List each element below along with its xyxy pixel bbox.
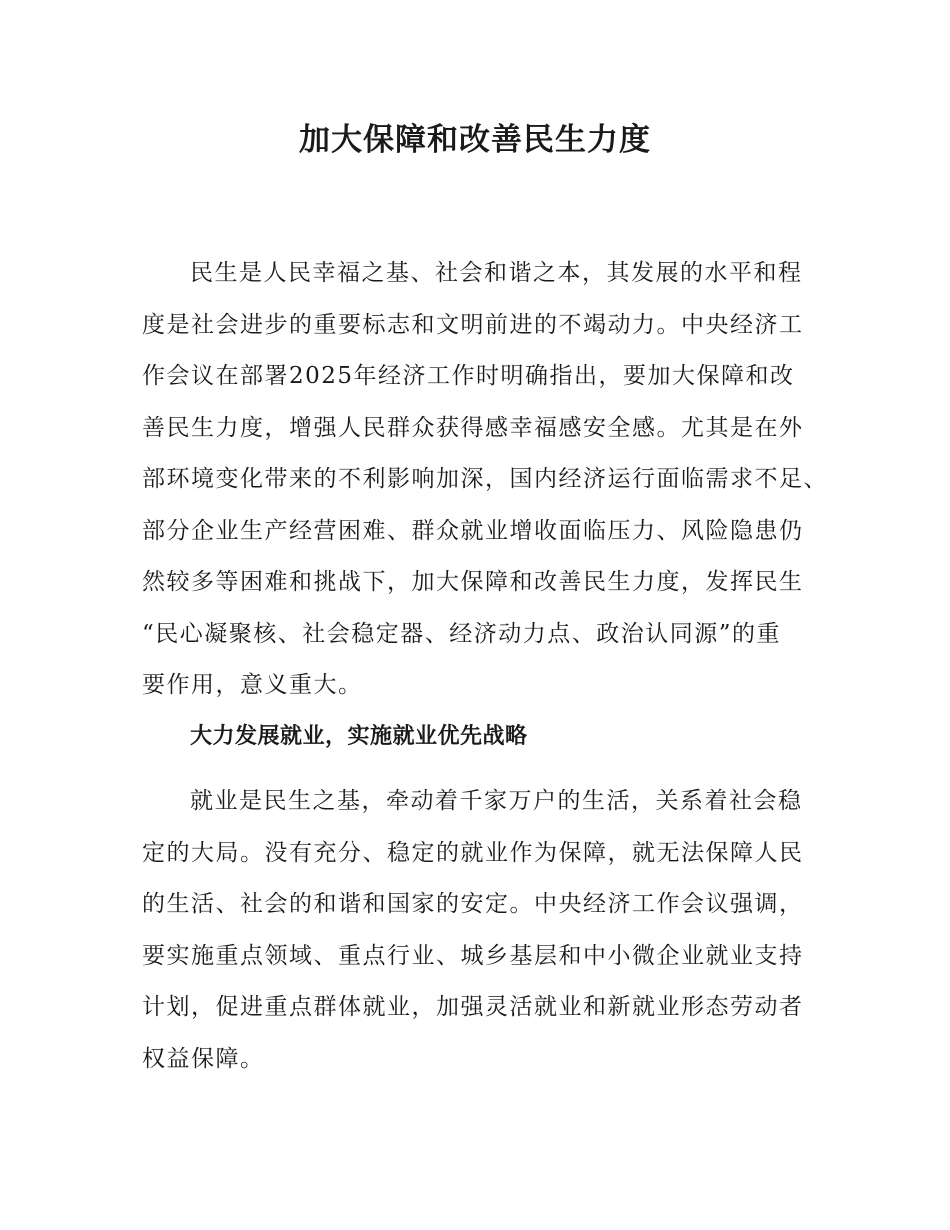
paragraph-line: “民心凝聚核、社会稳定器、经济动力点、政治认同源”的重 xyxy=(142,620,782,647)
section-heading-employment: 大力发展就业，实施就业优先战略 xyxy=(190,724,528,749)
paragraph-line: 作会议在部署2025年经济工作时明确指出，要加大保障和改 xyxy=(142,363,795,389)
paragraph-line: 部分企业生产经营困难、群众就业增收面临压力、风险隐患仍 xyxy=(142,517,804,544)
paragraph-line: 然较多等困难和挑战下，加大保障和改善民生力度，发挥民生 xyxy=(142,569,804,595)
paragraph-line: 部环境变化带来的不利影响加深，国内经济运行面临需求不足、 xyxy=(142,466,828,492)
paragraph-intro xyxy=(142,248,832,712)
paragraph-line: 就业是民生之基，牵动着千家万户的生活，关系着社会稳 xyxy=(190,788,803,814)
paragraph-employment xyxy=(142,776,832,1085)
paragraph-line: 要实施重点领域、重点行业、城乡基层和中小微企业就业支持 xyxy=(142,942,804,969)
paragraph-line: 计划，促进重点群体就业，加强灵活就业和新就业形态劳动者 xyxy=(142,994,804,1020)
paragraph-line: 善民生力度，增强人民群众获得感幸福感安全感。尤其是在外 xyxy=(142,414,804,441)
paragraph-line: 要作用，意义重大。 xyxy=(142,672,363,698)
paragraph-line: 权益保障。 xyxy=(142,1045,265,1072)
paragraph-line: 定的大局。没有充分、稳定的就业作为保障，就无法保障人民 xyxy=(142,839,804,866)
paragraph-line: 度是社会进步的重要标志和文明前进的不竭动力。中央经济工 xyxy=(142,311,804,338)
paragraph-line: 的生活、社会的和谐和国家的安定。中央经济工作会议强调， xyxy=(142,891,804,917)
paragraph-line: 民生是人民幸福之基、社会和谐之本，其发展的水平和程 xyxy=(190,260,803,286)
document-title: 加大保障和改善民生力度 xyxy=(299,122,651,158)
